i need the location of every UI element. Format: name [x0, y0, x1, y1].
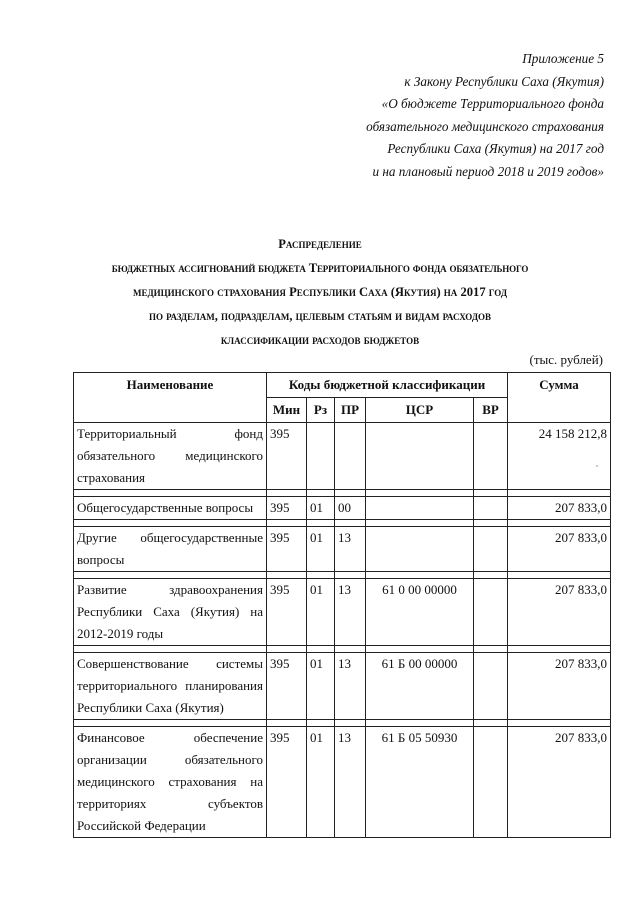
cell-sum: 24 158 212,8: [508, 423, 611, 490]
cell-sum: 207 833,0: [508, 527, 611, 572]
cell-pr: 00: [335, 497, 366, 520]
cell-pr: 13: [335, 727, 366, 838]
cell-sum: 207 833,0: [508, 497, 611, 520]
cell-min: 395: [267, 423, 307, 490]
cell-vr: [474, 497, 508, 520]
appendix-line: Республики Саха (Якутия) на 2017 год: [387, 141, 604, 156]
header-vr: ВР: [474, 398, 508, 423]
cell-name: Совершенствование системы территориального планирования Республики Саха (Якутия): [74, 653, 267, 720]
cell-pr: 13: [335, 579, 366, 646]
cell-csr: [366, 423, 474, 490]
header-codes: Коды бюджетной классификации: [267, 373, 508, 398]
cell-name: Общегосударственные вопросы: [74, 497, 267, 520]
cell-min: 395: [267, 527, 307, 572]
row-spacer: [74, 490, 611, 497]
cell-rz: 01: [307, 653, 335, 720]
cell-csr: [366, 497, 474, 520]
row-spacer: [74, 646, 611, 653]
document-title: [0, 232, 640, 352]
cell-csr: 61 0 00 00000: [366, 579, 474, 646]
row-spacer: [74, 572, 611, 579]
header-sum: Сумма: [508, 373, 611, 423]
appendix-line: и на плановый период 2018 и 2019 годов»: [372, 163, 604, 179]
cell-min: 395: [267, 653, 307, 720]
appendix-line: Приложение 5: [522, 51, 604, 66]
cell-vr: [474, 423, 508, 490]
cell-csr: [366, 527, 474, 572]
table-row: [74, 579, 611, 646]
cell-name: Другие общегосударственные вопросы: [74, 527, 267, 572]
cell-min: 395: [267, 579, 307, 646]
cell-csr: 61 Б 00 00000: [366, 653, 474, 720]
row-spacer: [74, 720, 611, 727]
cell-vr: [474, 527, 508, 572]
header-pr: ПР: [335, 398, 366, 423]
units-label: (тыс. рублей): [529, 352, 603, 367]
title-line: медицинского страхования Республики Саха (Якутия) на 2017 год: [132, 285, 508, 299]
cell-name: Территориальный фонд обязательного медицинского страхования: [74, 423, 267, 490]
cell-min: 395: [267, 727, 307, 838]
table-row: [74, 497, 611, 520]
cell-vr: [474, 727, 508, 838]
header-rz: Рз: [307, 398, 335, 423]
cell-rz: 01: [307, 727, 335, 838]
cell-pr: [335, 423, 366, 490]
cell-vr: [474, 653, 508, 720]
header-min: Мин: [267, 398, 307, 423]
cell-rz: [307, 423, 335, 490]
table-row: [74, 423, 611, 490]
cell-min: 395: [267, 497, 307, 520]
header-name: Наименование: [74, 373, 267, 423]
cell-vr: [474, 579, 508, 646]
appendix-block: [366, 48, 604, 183]
cell-sum: 207 833,0: [508, 653, 611, 720]
title-line: классификации расходов бюджетов: [220, 333, 420, 347]
cell-rz: 01: [307, 527, 335, 572]
budget-table: [73, 372, 611, 838]
cell-csr: 61 Б 05 50930: [366, 727, 474, 838]
cell-rz: 01: [307, 579, 335, 646]
cell-name: Развитие здравоохранения Республики Саха (Якутия) на 2012-2019 годы: [74, 579, 267, 646]
scan-speck: [596, 465, 598, 467]
table-row: [74, 653, 611, 720]
title-line: Распределение: [278, 237, 362, 251]
appendix-line: «О бюджете Территориального фонда: [381, 96, 604, 111]
cell-pr: 13: [335, 653, 366, 720]
title-line: бюджетных ассигнований бюджета Территориального фонда обязательного: [111, 261, 529, 275]
title-line: по разделам, подразделам, целевым статьям и видам расходов: [148, 309, 492, 323]
table-row: [74, 727, 611, 838]
cell-sum: 207 833,0: [508, 579, 611, 646]
cell-pr: 13: [335, 527, 366, 572]
appendix-line: к Закону Республики Саха (Якутия): [404, 73, 604, 89]
cell-sum: 207 833,0: [508, 727, 611, 838]
table-row: [74, 527, 611, 572]
cell-name: Финансовое обеспечение организации обязательного медицинского страхования на территориях субъектов Российской Федерации: [74, 727, 267, 838]
header-csr: ЦСР: [366, 398, 474, 423]
row-spacer: [74, 520, 611, 527]
appendix-line: обязательного медицинского страхования: [366, 118, 604, 134]
cell-rz: 01: [307, 497, 335, 520]
